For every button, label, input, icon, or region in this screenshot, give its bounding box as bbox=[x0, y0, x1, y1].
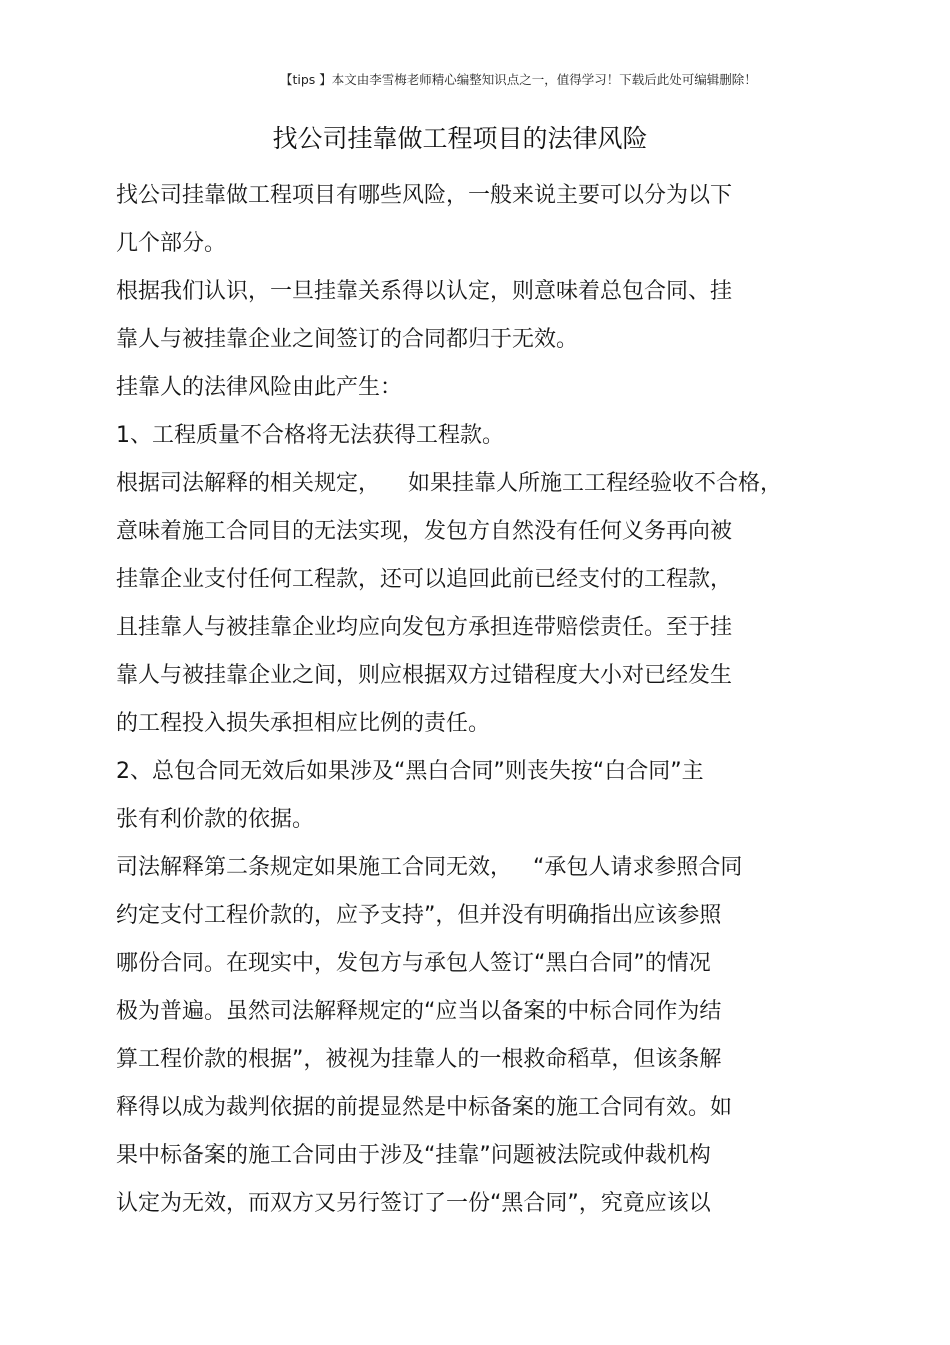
body-line: 挂靠人的法律风险由此产生： bbox=[116, 375, 403, 400]
body-line: 算工程价款的根据”，被视为挂靠人的一根救命稻草，但该条解 bbox=[116, 1047, 722, 1072]
body-line: 根据我们认识，一旦挂靠关系得以认定，则意味着总包合同、挂 bbox=[116, 279, 733, 304]
body-line: 哪份合同。在现实中，发包方与承包人签订“黑白合同”的情况 bbox=[116, 951, 711, 976]
document-body bbox=[116, 179, 816, 1235]
body-line: 1、工程质量不合格将无法获得工程款。 bbox=[116, 423, 504, 448]
body-line: 挂靠企业支付任何工程款，还可以追回此前已经支付的工程款， bbox=[116, 567, 733, 592]
body-line: 意味着施工合同目的无法实现，发包方自然没有任何义务再向被 bbox=[116, 519, 733, 544]
body-line: 2、总包合同无效后如果涉及“黑白合同”则丧失按“白合同”主 bbox=[116, 759, 704, 784]
body-line: 根据司法解释的相关规定， 如果挂靠人所施工工程经验收不合格， bbox=[116, 471, 782, 496]
body-line: 认定为无效，而双方又另行签订了一份“黑合同”，究竟应该以 bbox=[116, 1191, 711, 1216]
body-line: 且挂靠人与被挂靠企业均应向发包方承担连带赔偿责任。至于挂 bbox=[116, 615, 733, 640]
body-line: 找公司挂靠做工程项目有哪些风险，一般来说主要可以分为以下 bbox=[116, 183, 733, 208]
body-line: 释得以成为裁判依据的前提显然是中标备案的施工合同有效。如 bbox=[116, 1095, 733, 1120]
body-line: 靠人与被挂靠企业之间，则应根据双方过错程度大小对已经发生 bbox=[116, 663, 733, 688]
body-line: 果中标备案的施工合同由于涉及“挂靠”问题被法院或仲裁机构 bbox=[116, 1143, 711, 1168]
header-tips-note: 【tips 】本文由李雪梅老师精心编整知识点之一，值得学习！下载后此处可编辑删除！ bbox=[280, 72, 757, 87]
body-line: 极为普遍。虽然司法解释规定的“应当以备案的中标合同作为结 bbox=[116, 999, 722, 1024]
document-title: 找公司挂靠做工程项目的法律风险 bbox=[272, 124, 648, 153]
body-line: 约定支付工程价款的，应予支持”，但并没有明确指出应该参照 bbox=[116, 903, 722, 928]
body-line: 司法解释第二条规定如果施工合同无效， “承包人请求参照合同 bbox=[116, 855, 743, 880]
body-line: 靠人与被挂靠企业之间签订的合同都归于无效。 bbox=[116, 327, 579, 352]
body-line: 几个部分。 bbox=[116, 231, 227, 256]
body-line: 的工程投入损失承担相应比例的责任。 bbox=[116, 711, 491, 736]
body-line: 张有利价款的依据。 bbox=[116, 807, 315, 832]
